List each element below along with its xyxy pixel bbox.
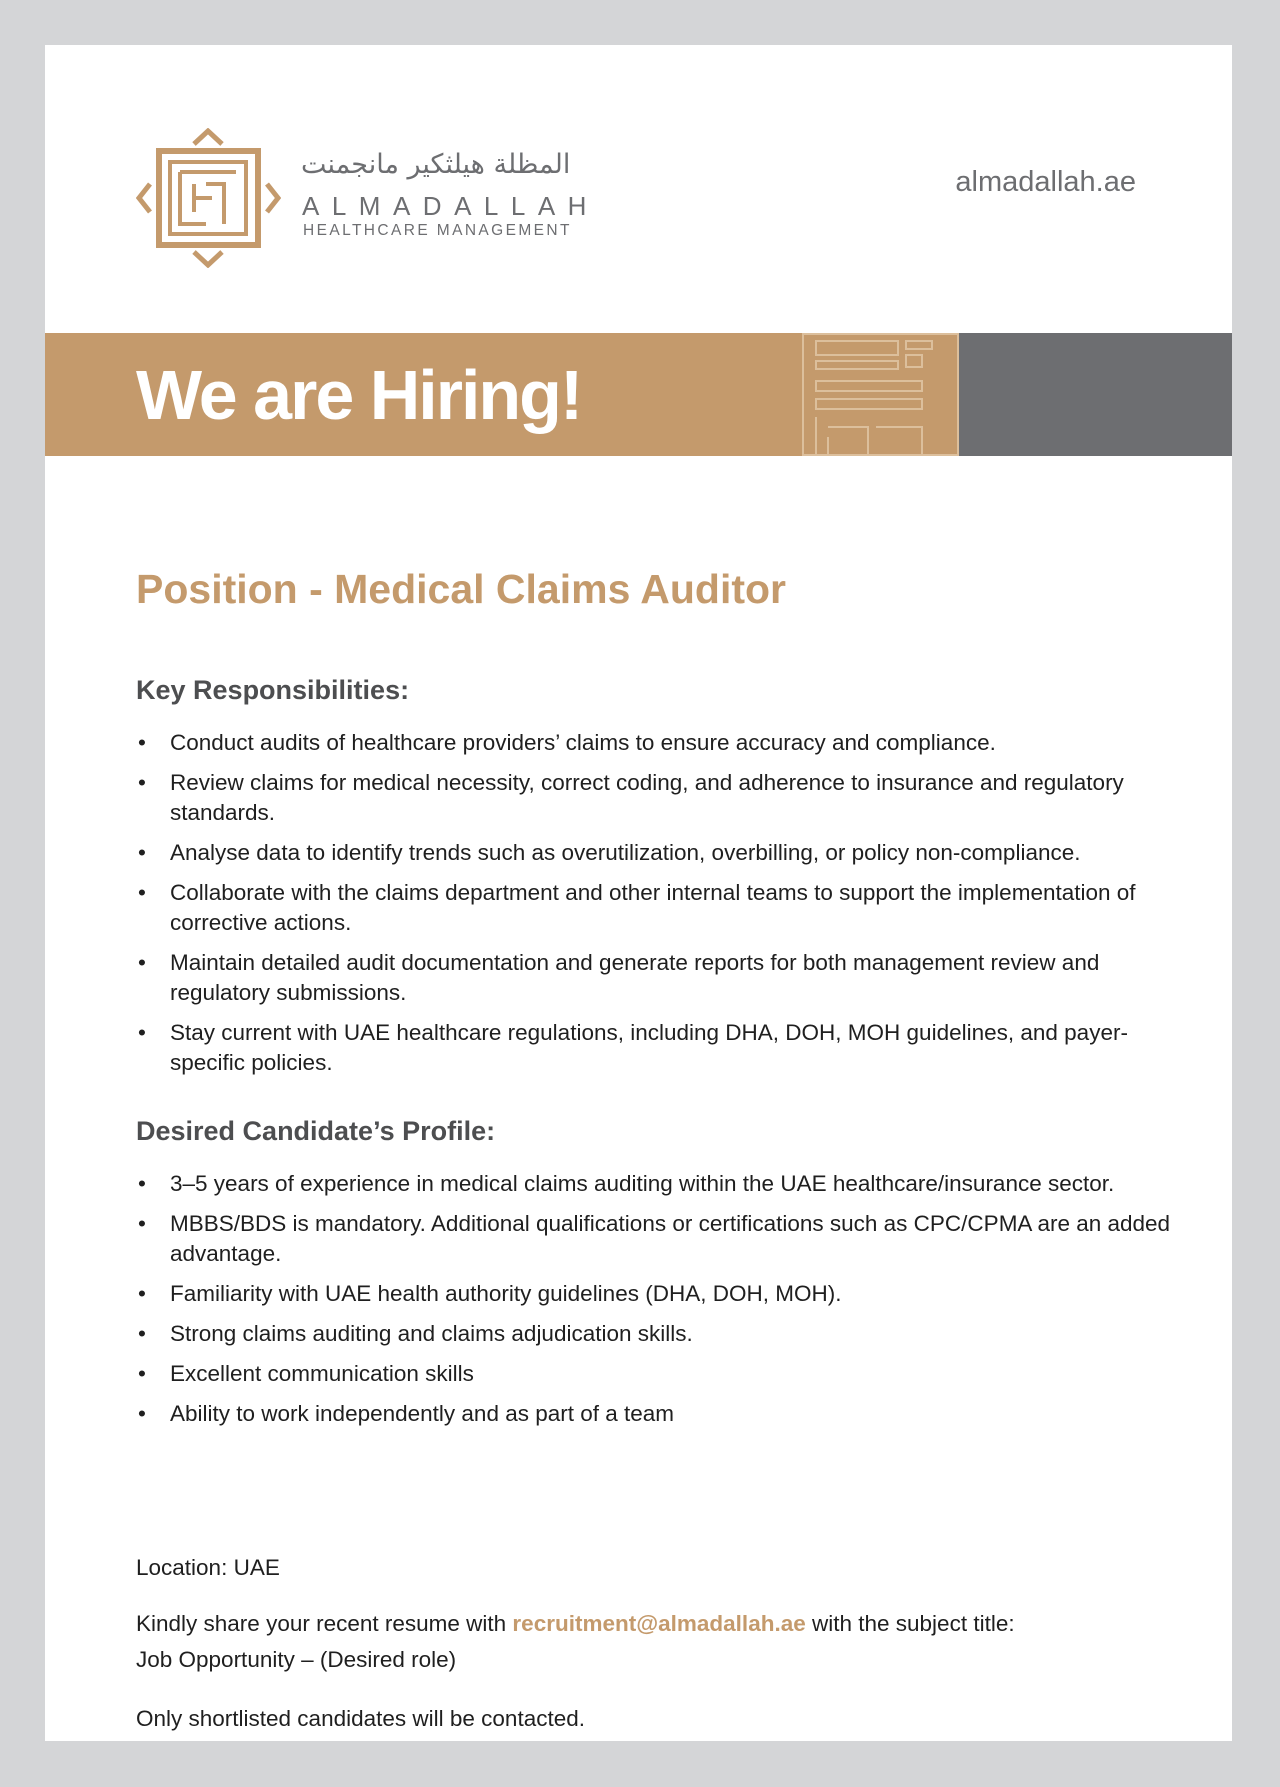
kufic-pattern-icon <box>802 333 959 456</box>
banner-title: We are Hiring! <box>136 356 582 434</box>
list-item: • Review claims for medical necessity, correct coding, and adherence to insurance and regulatory standards. <box>136 768 1176 828</box>
brand-name: ALMADALLAH <box>302 191 599 221</box>
list-item: • MBBS/BDS is mandatory. Additional qualifications or certifications such as CPC/CPMA are an added advantage. <box>136 1209 1176 1269</box>
list-item: • Collaborate with the claims department and other internal teams to support the implementation of corrective actions. <box>136 878 1176 938</box>
list-item: • Excellent communication skills <box>136 1359 1176 1389</box>
list-item: • Stay current with UAE healthcare regulations, including DHA, DOH, MOH guidelines, and payer-specific policies. <box>136 1018 1176 1078</box>
responsibilities-list <box>136 728 1176 1088</box>
location-text: Location: UAE <box>136 1555 280 1580</box>
position-title: Position - Medical Claims Auditor <box>136 566 786 612</box>
brand-subtitle: HEALTHCARE MANAGEMENT <box>303 222 572 239</box>
application-text-after: with the subject title: Job Opportunity – (Desired role) <box>136 1611 1015 1672</box>
job-poster <box>45 45 1232 1741</box>
application-instructions <box>136 1606 1036 1678</box>
list-item: • 3–5 years of experience in medical claims auditing within the UAE healthcare/insurance sector. <box>136 1169 1176 1199</box>
shortlist-note: Only shortlisted candidates will be contacted. <box>136 1706 585 1731</box>
kufic-square-logo-icon <box>136 128 281 268</box>
profile-heading: Desired Candidate’s Profile: <box>136 1116 496 1146</box>
application-text-before: Kindly share your recent resume with <box>136 1611 513 1636</box>
responsibilities-heading: Key Responsibilities: <box>136 675 410 705</box>
recruitment-email-link[interactable]: recruitment@almadallah.ae <box>512 1611 806 1636</box>
website-url: almadallah.ae <box>955 166 1136 198</box>
hiring-banner <box>45 333 1232 456</box>
profile-list <box>136 1169 1176 1439</box>
list-item: • Ability to work independently and as part of a team <box>136 1399 1176 1429</box>
banner-gray-block <box>959 333 1232 456</box>
list-item: • Strong claims auditing and claims adjudication skills. <box>136 1319 1176 1349</box>
list-item: • Familiarity with UAE health authority guidelines (DHA, DOH, MOH). <box>136 1279 1176 1309</box>
list-item: • Analyse data to identify trends such as overutilization, overbilling, or policy non-compliance. <box>136 838 1176 868</box>
list-item: • Maintain detailed audit documentation and generate reports for both management review and regulatory submissions. <box>136 948 1176 1008</box>
list-item: • Conduct audits of healthcare providers’ claims to ensure accuracy and compliance. <box>136 728 1176 758</box>
brand-arabic-name: المظلة هيلثكير مانجمنت <box>301 149 571 180</box>
